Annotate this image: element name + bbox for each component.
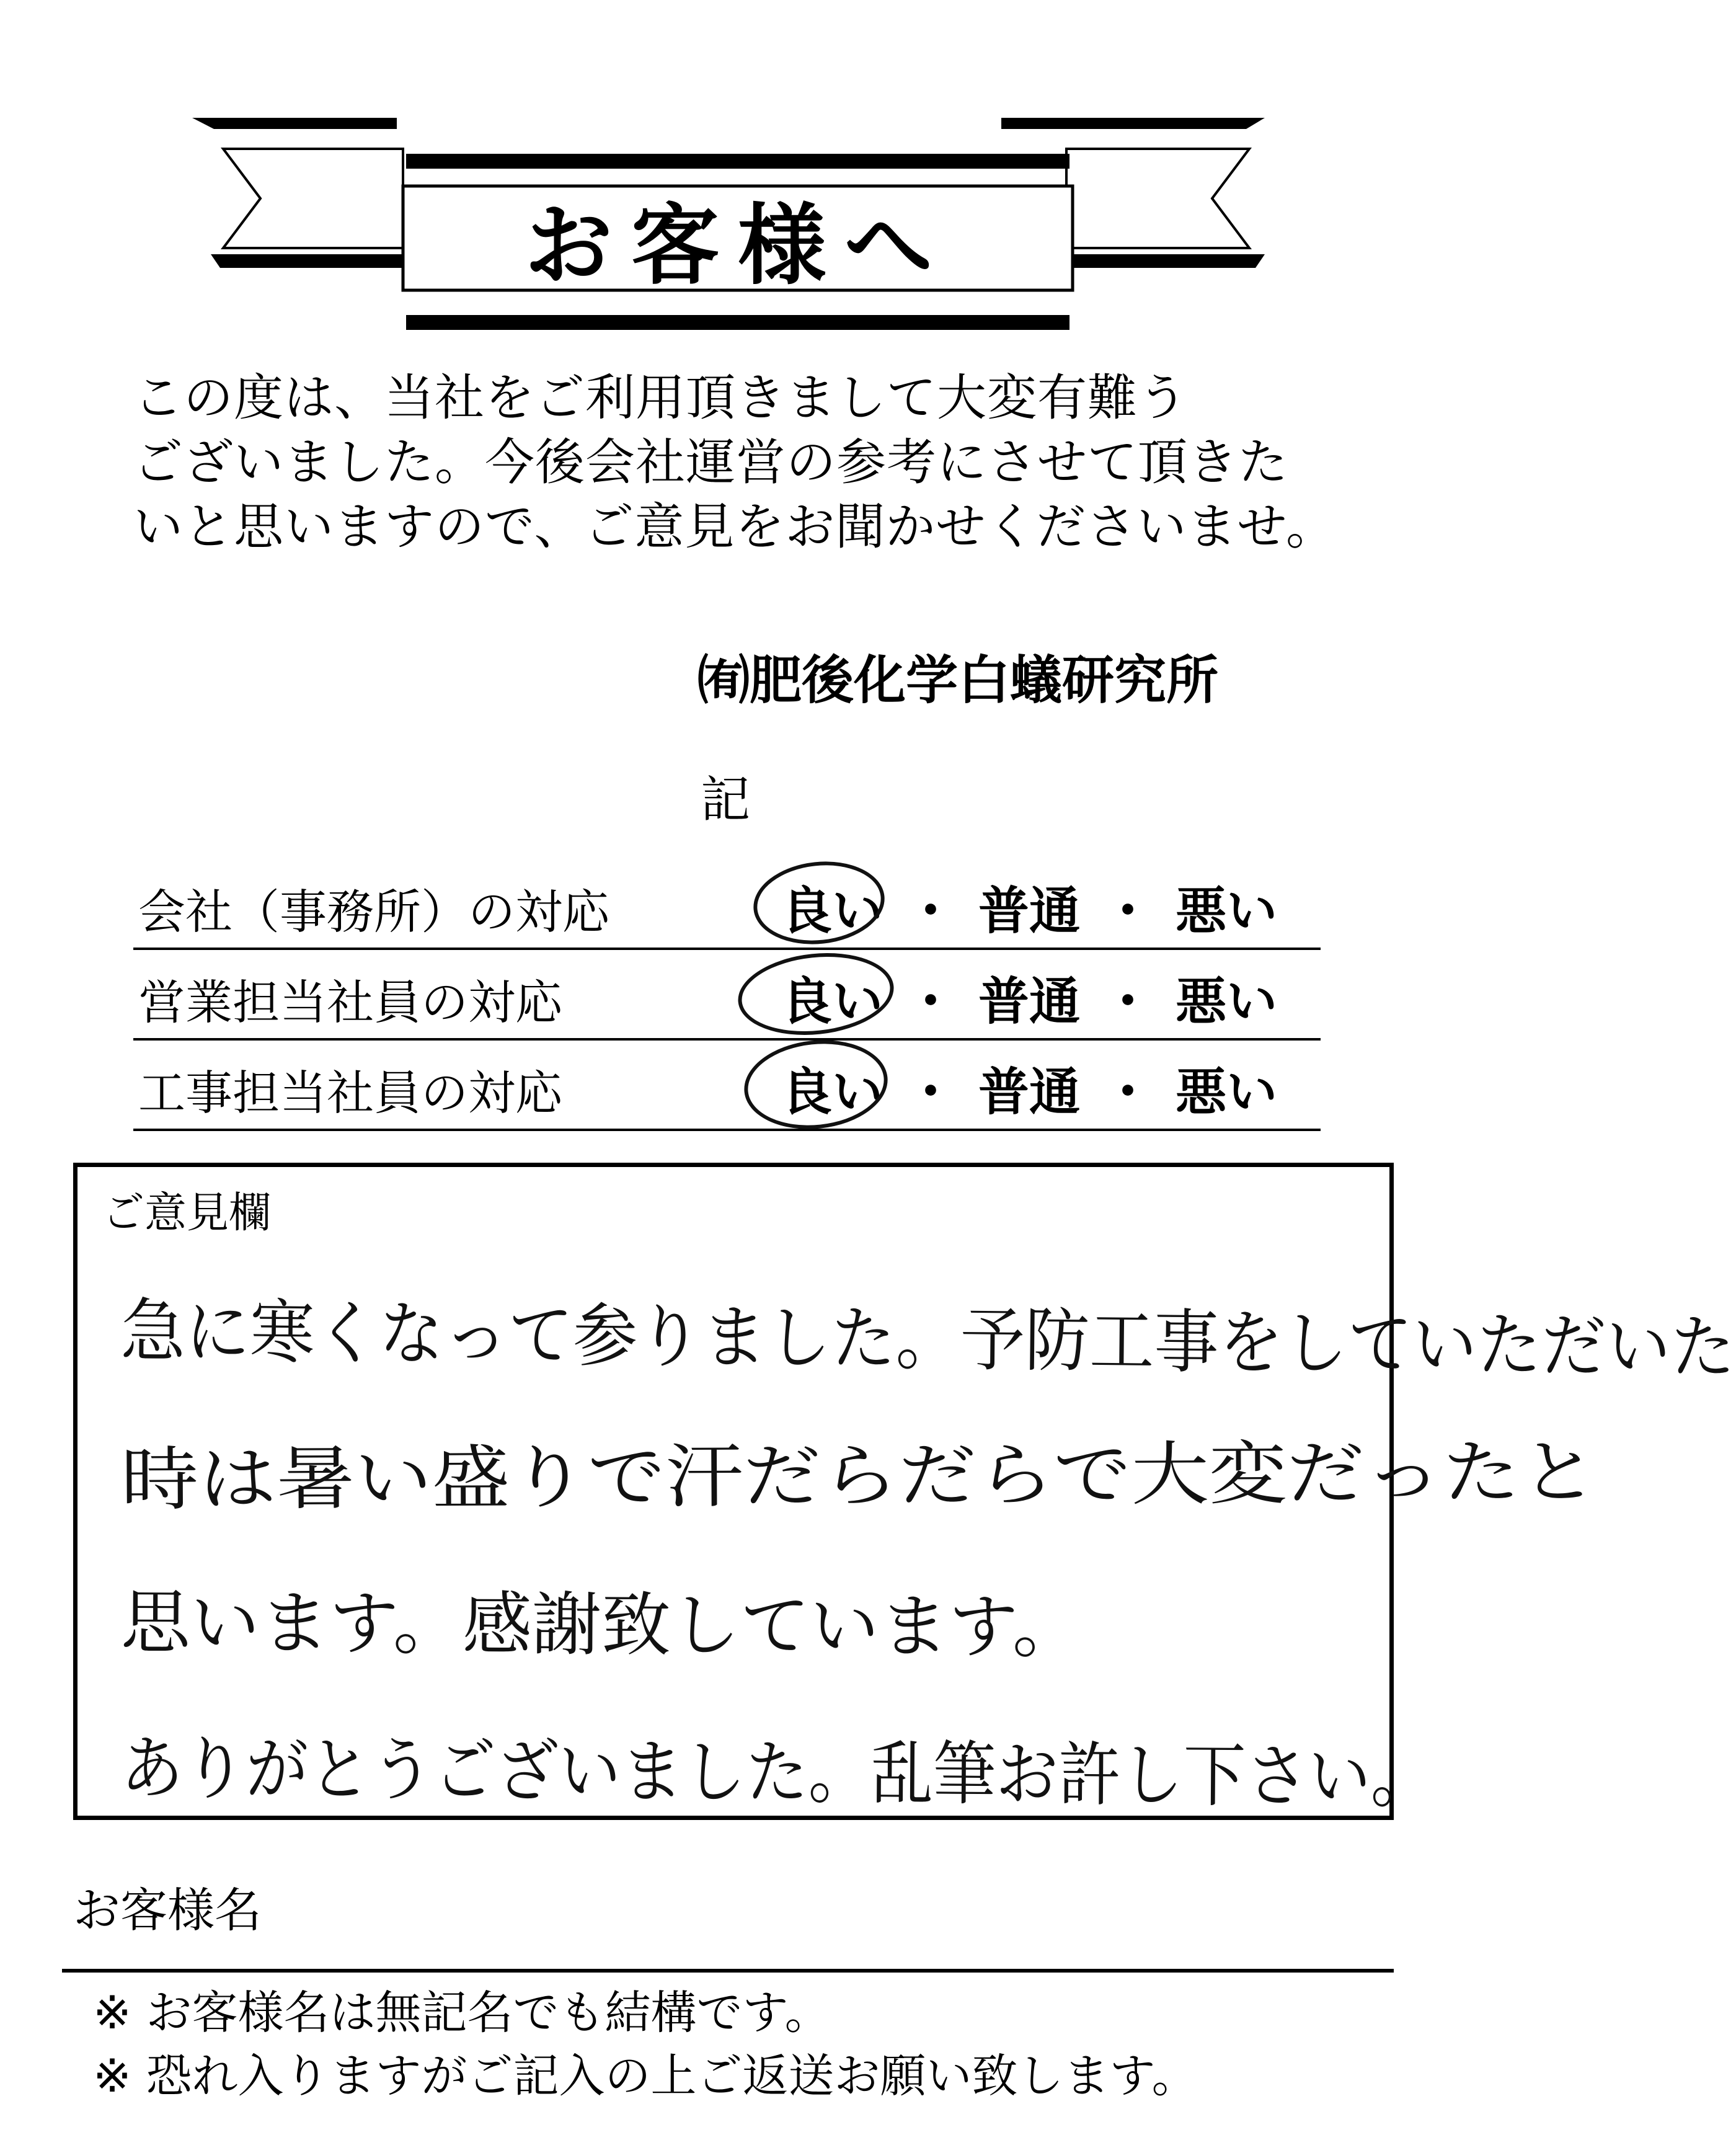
handwritten-line: 思います。感謝致しています。 [120, 1583, 1083, 1669]
option-separator: ・ [1102, 882, 1154, 941]
option-separator: ・ [905, 972, 957, 1031]
option-separator: ・ [1102, 972, 1154, 1031]
option-bad[interactable]: 悪い [1176, 972, 1278, 1031]
handwritten-line: 時は暑い盛りで汗だらだらで大変だったと [120, 1432, 1598, 1520]
rating-label: 会社（事務所）の対応 [138, 884, 609, 939]
header-banner [0, 0, 1453, 347]
rating-row-sales [133, 948, 1321, 1041]
option-bad[interactable]: 悪い [1176, 1063, 1278, 1122]
company-name: ㈲肥後化学白蟻研究所 [698, 650, 1219, 711]
page-title: お客様へ [525, 194, 951, 297]
note-line: ※ お客様名は無記名でも結構です。 [93, 1986, 831, 2040]
opinion-heading: ご意見欄 [102, 1189, 272, 1238]
option-normal[interactable]: 普通 [978, 1063, 1081, 1122]
handwritten-line: 急に寒くなって参りました。予防工事をしていただいた [120, 1291, 1736, 1389]
rating-row-office [133, 857, 1321, 950]
intro-line: ございました。今後会社運営の参考にさせて頂きた [133, 433, 1288, 491]
option-good[interactable]: 良い [781, 882, 884, 941]
rating-label: 営業担当社員の対応 [138, 975, 562, 1030]
footer-notes [93, 1981, 1198, 2108]
customer-name-line[interactable] [62, 1969, 1394, 1973]
handwritten-line: ありがとうございました。乱筆お許し下さい。 [120, 1728, 1434, 1818]
intro-line: いと思いますので、ご意見をお聞かせくださいませ。 [133, 498, 1336, 556]
option-normal[interactable]: 普通 [978, 882, 1081, 941]
rating-row-construction [133, 1038, 1321, 1131]
option-separator: ・ [905, 882, 957, 941]
intro-line: この度は、当社をご利用頂きまして大変有難う [133, 369, 1188, 427]
option-good[interactable]: 良い [781, 972, 884, 1031]
option-separator: ・ [905, 1063, 957, 1122]
intro-paragraph [133, 366, 1348, 559]
ki-label: 記 [701, 771, 750, 828]
note-line: ※ 恐れ入りますがご記入の上ご返送お願い致します。 [93, 2049, 1198, 2103]
rating-label: 工事担当社員の対応 [138, 1065, 562, 1121]
option-bad[interactable]: 悪い [1176, 882, 1278, 941]
customer-name-label: お客様名 [73, 1883, 262, 1938]
option-normal[interactable]: 普通 [978, 972, 1081, 1031]
option-good[interactable]: 良い [781, 1063, 884, 1122]
option-separator: ・ [1102, 1063, 1154, 1122]
opinion-box[interactable] [73, 1163, 1736, 1820]
